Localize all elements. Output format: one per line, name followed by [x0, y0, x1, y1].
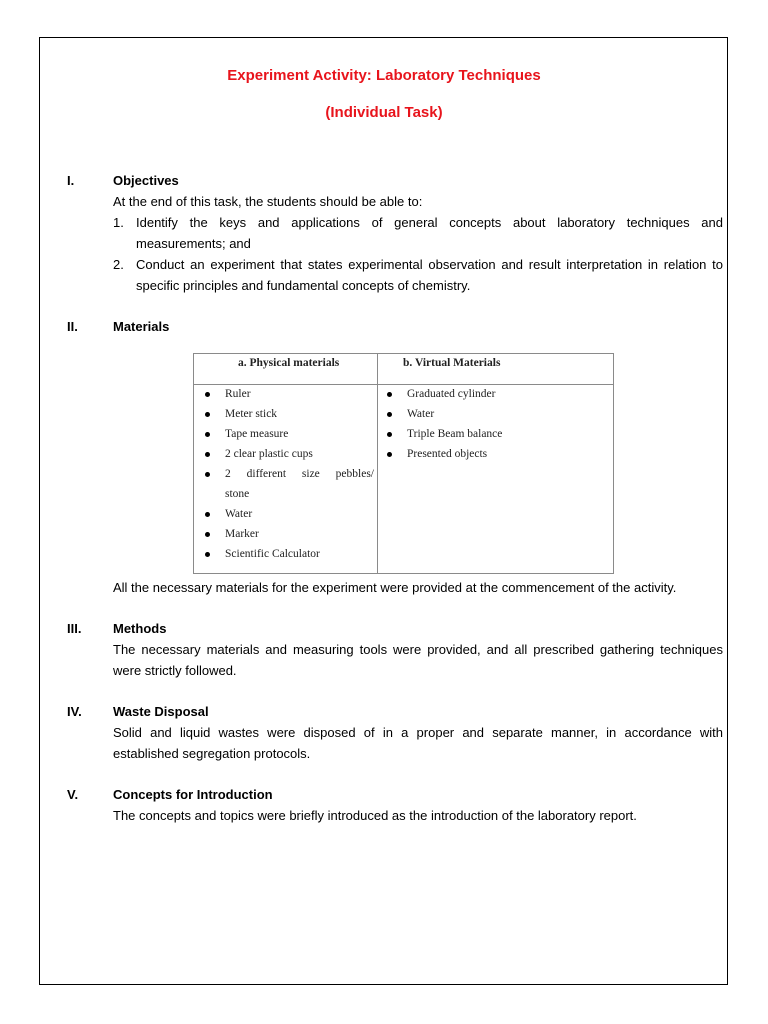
list-item	[202, 424, 374, 444]
concepts-text: The concepts and topics were briefly introduced as the introduction of the laboratory report.	[113, 808, 637, 823]
table-column-divider	[377, 354, 378, 573]
bullet-icon	[387, 392, 392, 397]
methods-text: The necessary materials and measuring tools were provided, and all prescribed gathering techniques were strictly followed.	[113, 642, 723, 678]
bullet-icon	[205, 512, 210, 517]
bullet-icon	[205, 432, 210, 437]
list-item-text: Identify the keys and applications of general concepts about laboratory techniques and measurements; and	[136, 215, 723, 251]
material-label: Tape measure	[225, 428, 289, 440]
section-heading-methods: Methods	[113, 621, 167, 636]
material-label: Presented objects	[407, 448, 488, 460]
bullet-icon	[205, 472, 210, 477]
document-subtitle: (Individual Task)	[325, 104, 443, 121]
bullet-icon	[387, 432, 392, 437]
section-number-methods: III.	[67, 621, 82, 636]
section-heading-objectives: Objectives	[113, 173, 179, 188]
bullet-icon	[205, 452, 210, 457]
list-item	[113, 254, 723, 296]
material-label: Triple Beam balance	[407, 428, 503, 440]
list-item-text: Conduct an experiment that states experimental observation and result interpretation in relation to specific principles and fundamental concepts of chemistry.	[136, 257, 723, 293]
bullet-icon	[387, 412, 392, 417]
material-label: 2 different size pebbles/ stone	[225, 468, 374, 500]
virtual-materials-list	[384, 384, 604, 464]
list-item	[202, 504, 374, 524]
material-label: Graduated cylinder	[407, 388, 496, 400]
list-item	[384, 384, 604, 404]
material-label: Water	[225, 508, 253, 520]
section-number-waste: IV.	[67, 704, 82, 719]
list-item	[202, 404, 374, 424]
section-heading-concepts: Concepts for Introduction	[113, 787, 273, 802]
section-number-materials: II.	[67, 319, 78, 334]
list-item	[113, 212, 723, 254]
materials-table	[193, 353, 614, 574]
list-item	[202, 464, 374, 504]
list-item	[202, 524, 374, 544]
section-number-objectives: I.	[67, 173, 75, 188]
material-label: Water	[407, 408, 435, 420]
list-item	[384, 404, 604, 424]
objectives-list	[113, 212, 723, 296]
bullet-icon	[205, 392, 210, 397]
physical-materials-list	[202, 384, 374, 564]
material-label: Ruler	[225, 388, 251, 400]
list-item-number: 1.	[113, 215, 124, 230]
section-heading-waste: Waste Disposal	[113, 704, 209, 719]
bullet-icon	[205, 532, 210, 537]
section-number-concepts: V.	[67, 787, 79, 802]
material-label: Marker	[225, 528, 259, 540]
waste-text: Solid and liquid wastes were disposed of in a proper and separate manner, in accordance with established segregation protocols.	[113, 725, 723, 761]
section-heading-materials: Materials	[113, 319, 170, 334]
list-item	[384, 424, 604, 444]
document-title: Experiment Activity: Laboratory Techniques	[227, 67, 541, 84]
material-label: 2 clear plastic cups	[225, 448, 313, 460]
list-item	[202, 384, 374, 404]
objectives-intro: At the end of this task, the students should be able to:	[113, 194, 423, 209]
material-label: Meter stick	[225, 408, 278, 420]
list-item-number: 2.	[113, 257, 124, 272]
list-item	[384, 444, 604, 464]
bullet-icon	[205, 552, 210, 557]
materials-note: All the necessary materials for the experiment were provided at the commencement of the activity.	[113, 580, 677, 595]
table-header-virtual: b. Virtual Materials	[403, 357, 501, 369]
list-item	[202, 544, 374, 564]
material-label: Scientific Calculator	[225, 548, 320, 560]
bullet-icon	[387, 452, 392, 457]
list-item	[202, 444, 374, 464]
bullet-icon	[205, 412, 210, 417]
table-header-physical: a. Physical materials	[238, 357, 340, 369]
